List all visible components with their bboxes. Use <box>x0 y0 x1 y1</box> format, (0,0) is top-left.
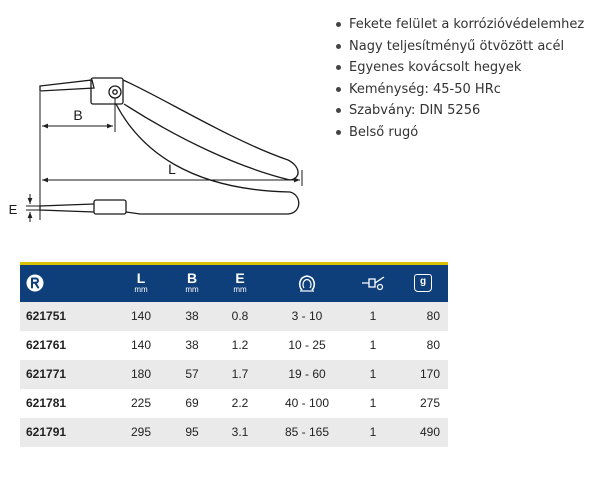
product-code: 621761 <box>26 338 67 352</box>
bullet-icon <box>336 65 341 70</box>
weight-value: 170 <box>419 367 440 381</box>
weight-value: 80 <box>426 309 440 323</box>
bullet-icon <box>336 22 341 27</box>
e-value: 3.1 <box>231 425 249 439</box>
weight-value: 275 <box>419 396 440 410</box>
range-value: 85 - 165 <box>284 425 330 439</box>
range-value: 3 - 10 <box>291 309 323 323</box>
feature-item: Keménység: 45-50 HRc <box>332 79 584 101</box>
quantity-value: 1 <box>369 367 377 381</box>
e-value: 2.2 <box>231 396 249 410</box>
feature-item: Nagy teljesítményű ötvözött acél <box>332 36 584 58</box>
dimension-lines <box>26 92 302 222</box>
product-code: 621771 <box>26 367 67 381</box>
length-value: 180 <box>130 367 152 381</box>
pliers-technical-drawing <box>0 0 320 240</box>
r-logo-icon <box>26 274 44 292</box>
e-column-header: E mm <box>233 270 247 295</box>
range-column-header <box>266 264 348 302</box>
product-code: 621791 <box>26 425 67 439</box>
b-column-header: B mm <box>185 270 199 295</box>
specification-table <box>20 262 448 447</box>
length-value: 140 <box>130 338 152 352</box>
length-value: 140 <box>130 309 152 323</box>
quantity-value: 1 <box>369 425 377 439</box>
bullet-icon <box>336 87 341 92</box>
dimension-e-label: E <box>8 202 18 217</box>
b-value: 38 <box>185 338 199 352</box>
weight-value: 80 <box>426 338 440 352</box>
bullet-icon <box>336 108 341 113</box>
package-column-header <box>348 264 398 302</box>
e-value: 1.7 <box>231 367 249 381</box>
feature-item: Fekete felület a korrózióvédelemhez <box>332 14 584 36</box>
brand-column-header <box>20 264 112 302</box>
weight-value: 490 <box>419 425 440 439</box>
e-value: 1.2 <box>231 338 249 352</box>
b-value: 95 <box>185 425 199 439</box>
table-row <box>20 302 448 331</box>
ring-diameter-icon <box>297 273 317 293</box>
product-code: 621781 <box>26 396 67 410</box>
table-header-row <box>20 264 448 302</box>
table-row <box>20 331 448 360</box>
length-column-header: L mm <box>134 270 148 295</box>
b-value: 38 <box>185 309 199 323</box>
package-quantity-icon <box>360 273 386 293</box>
feature-list <box>332 14 584 143</box>
range-value: 40 - 100 <box>284 396 330 410</box>
range-value: 19 - 60 <box>288 367 326 381</box>
quantity-value: 1 <box>369 396 377 410</box>
dimension-l-label: L <box>168 161 176 177</box>
bullet-icon <box>336 130 341 135</box>
e-value: 0.8 <box>231 309 249 323</box>
table-row <box>20 360 448 389</box>
quantity-value: 1 <box>369 309 377 323</box>
b-value: 69 <box>185 396 199 410</box>
table-row <box>20 418 448 447</box>
quantity-value: 1 <box>369 338 377 352</box>
weight-column-header <box>398 264 448 302</box>
range-value: 10 - 25 <box>288 338 326 352</box>
table-row <box>20 389 448 418</box>
bullet-icon <box>336 44 341 49</box>
b-value: 57 <box>185 367 199 381</box>
dimension-b-label: B <box>73 107 83 123</box>
product-code: 621751 <box>26 309 67 323</box>
feature-item: Szabvány: DIN 5256 <box>332 100 584 122</box>
length-value: 295 <box>130 425 152 439</box>
feature-item: Belső rugó <box>332 122 584 144</box>
weight-icon: g <box>414 274 432 292</box>
feature-item: Egyenes kovácsolt hegyek <box>332 57 584 79</box>
length-value: 225 <box>130 396 152 410</box>
pliers-outline <box>40 78 299 214</box>
